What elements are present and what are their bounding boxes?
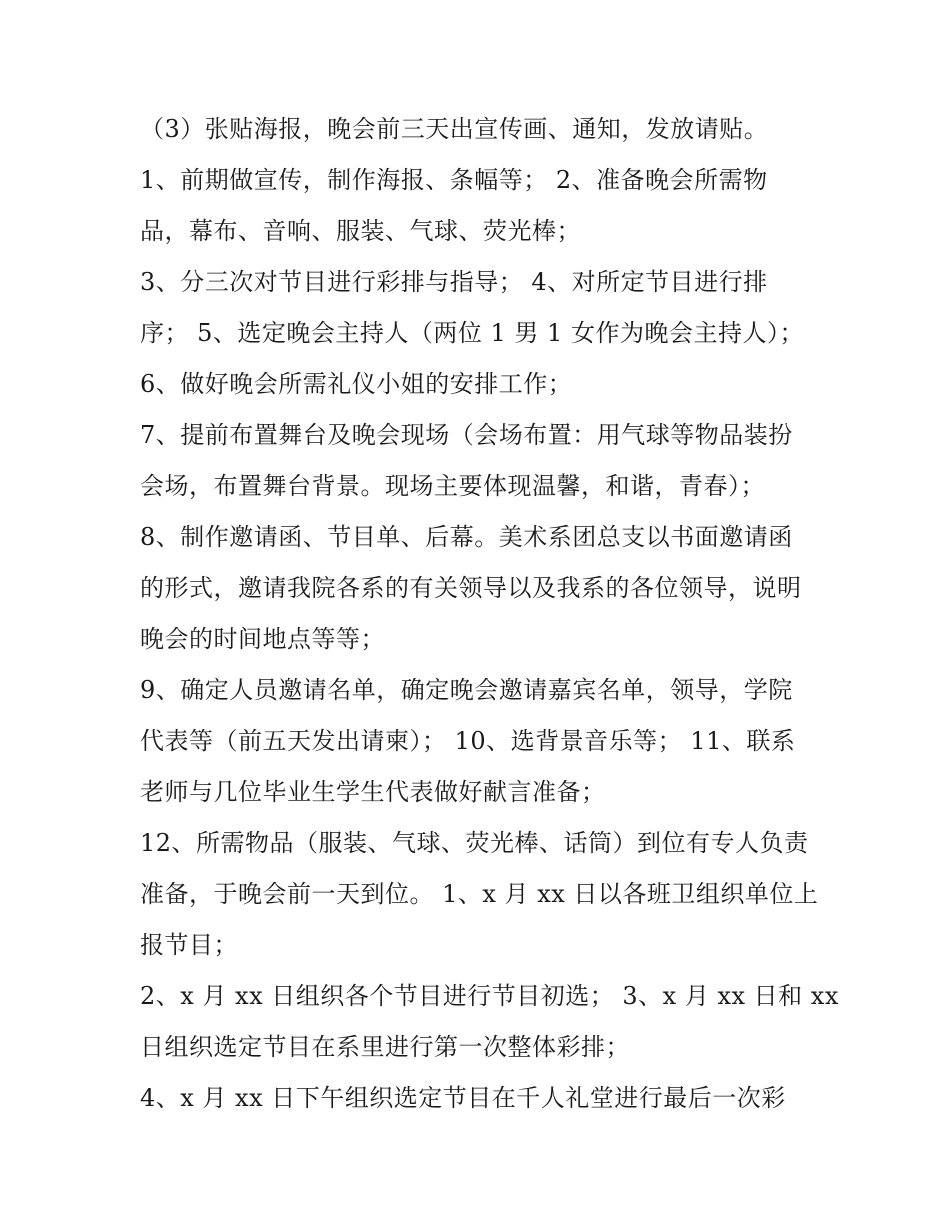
text-line: 1、前期做宣传，制作海报、条幅等； 2、准备晚会所需物 <box>140 166 768 194</box>
text-line: 晚会的时间地点等等； <box>140 625 385 653</box>
text-line: 3、分三次对节目进行彩排与指导； 4、对所定节目进行排 <box>140 268 768 296</box>
text-line: （3）张贴海报，晚会前三天出宣传画、通知，发放请贴。 <box>140 115 769 143</box>
text-line: 9、确定人员邀请名单，确定晚会邀请嘉宾名单，领导，学院 <box>140 676 793 704</box>
text-line: 准备，于晚会前一天到位。 1、x 月 xx 日以各班卫组织单位上 <box>140 880 819 908</box>
text-line: 2、x 月 xx 日组织各个节目进行节目初选； 3、x 月 xx 日和 xx <box>140 982 839 1010</box>
text-line: 品，幕布、音响、服装、气球、荧光棒； <box>140 217 581 245</box>
text-line: 代表等（前五天发出请柬）； 10、选背景音乐等； 11、联系 <box>140 727 796 755</box>
text-line: 报节目； <box>140 931 238 959</box>
document-body <box>140 104 839 1124</box>
text-line: 12、所需物品（服装、气球、荧光棒、话筒）到位有专人负责 <box>140 829 809 857</box>
text-line: 日组织选定节目在系里进行第一次整体彩排； <box>140 1033 630 1061</box>
text-line: 6、做好晚会所需礼仪小姐的安排工作； <box>140 370 573 398</box>
text-line: 4、x 月 xx 日下午组织选定节目在千人礼堂进行最后一次彩 <box>140 1084 786 1112</box>
text-line: 的形式，邀请我院各系的有关领导以及我系的各位领导，说明 <box>140 574 802 602</box>
text-line: 序； 5、选定晚会主持人（两位 1 男 1 女作为晚会主持人）； <box>140 319 804 347</box>
text-line: 8、制作邀请函、节目单、后幕。美术系团总支以书面邀请函 <box>140 523 793 551</box>
text-line: 会场，布置舞台背景。现场主要体现温馨，和谐，青春）； <box>140 472 765 500</box>
text-line: 7、提前布置舞台及晚会现场（会场布置：用气球等物品装扮 <box>140 421 793 449</box>
text-line: 老师与几位毕业生学生代表做好献言准备； <box>140 778 606 806</box>
